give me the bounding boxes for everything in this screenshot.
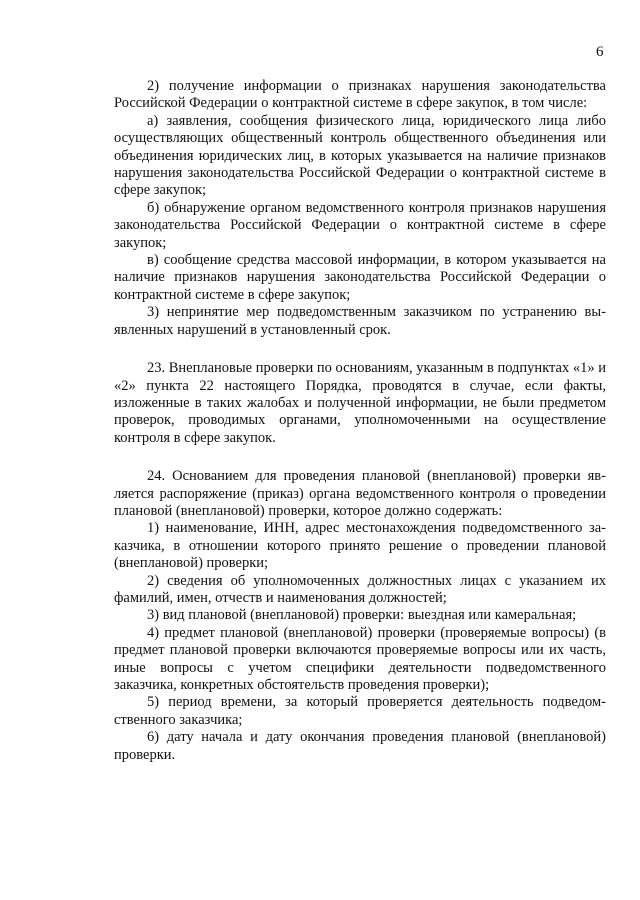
paragraph-item-2: 2) получение информации о признаках нарушения законодательства Российской Федерации о контрактной системе в сфере закупок, в том числе: [114, 78, 606, 112]
paragraph-section-24: 24. Основанием для проведения плановой (внеплановой) проверки является распоряжение (приказ) органа ведомственного контроля о проведении плановой (внеплановой) проверки, которое должно содержать: [114, 468, 606, 519]
paragraph-24-item-3: 3) вид плановой (внеплановой) проверки: выездная или камеральная; [147, 607, 577, 624]
page-number: 6 [596, 44, 604, 60]
paragraph-section-23: 23. Внеплановые проверки по основаниям, указанным в подпунктах «1» и «2» пункта 22 настоящего Порядка, проводятся в случае, если факты, изложенные в таких жалобах и полученной информации, не были предметом проверок, проводимых органами, уполномоченными на осуществление контроля в сфере закупок. [114, 360, 607, 446]
paragraph-24-item-5: 5) период времени, за который проверяется деятельность подведомственного заказчика; [114, 694, 606, 728]
paragraph-24-item-4: 4) предмет плановой (внеплановой) проверки (проверяемые вопросы) (в предмет плановой проверки включаются проверяемые вопросы или их часть, иные вопросы с учетом специфики деятельности подведомственного заказчика, конкретных обстоятельств проведения проверки); [114, 624, 606, 693]
paragraph-subitem-a: а) заявления, сообщения физического лица, юридического лица либо осуществляющих общественный контроль общественного объединения или объединения юридических лиц, в которых указывается на наличие признаков нарушения законодательства Российской Федерации о контрактной системе в сфере закупок; [114, 112, 606, 199]
paragraph-24-item-2: 2) сведения об уполномоченных должностных лицах с указанием их фамилий, имен, отчеств и наименования должностей; [114, 572, 606, 606]
paragraph-24-item-6: 6) дату начала и дату окончания проведения плановой (внеплановой) проверки. [114, 729, 606, 763]
paragraph-24-item-1: 1) наименование, ИНН, адрес местонахождения подведомственного заказчика, в отношении которого принято решение о проведении плановой (внеплановой) проверки; [114, 520, 606, 572]
document-body [114, 78, 606, 764]
paragraph-subitem-v: в) сообщение средства массовой информации, в котором указывается на наличие признаков нарушения законодательства Российской Федерации о контрактной системе в сфере закупок; [114, 252, 606, 303]
paragraph-subitem-b: б) обнаружение органом ведомственного контроля признаков нарушения законодательства Российской Федерации о контрактной системе в сфере закупок; [114, 199, 606, 251]
paragraph-item-3: 3) непринятие мер подведомственным заказчиком по устранению выявленных нарушений в установленный срок. [114, 304, 606, 338]
